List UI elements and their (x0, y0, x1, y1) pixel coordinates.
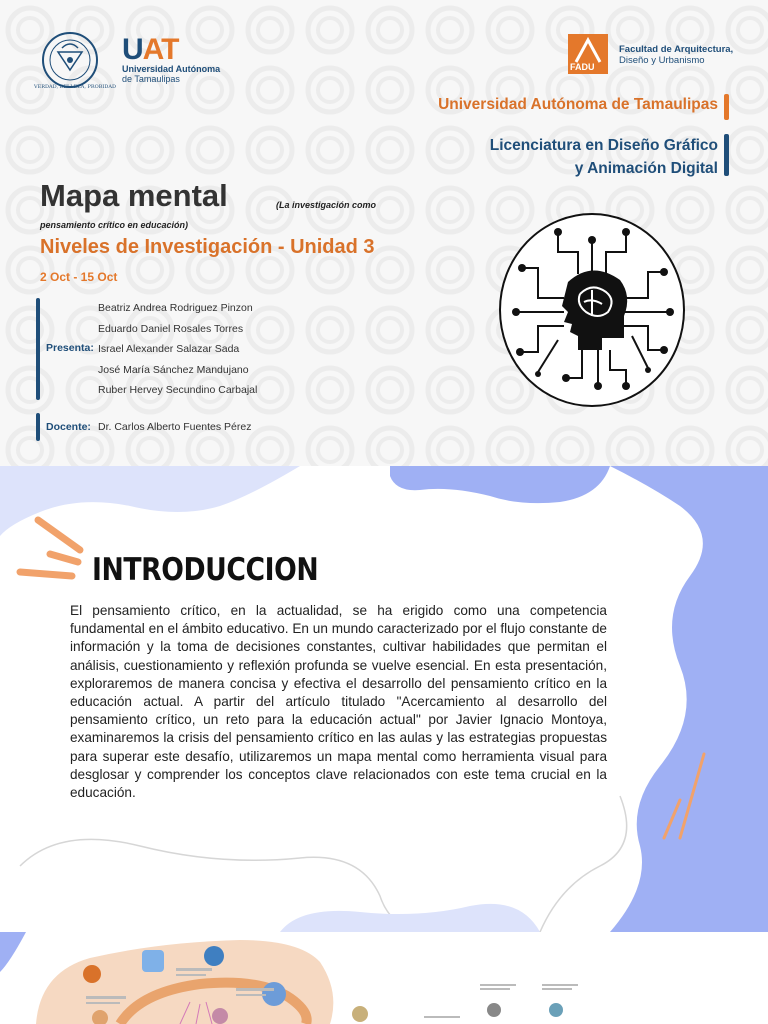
introduction-slide (0, 466, 768, 932)
presenta-label: Presenta: (46, 342, 94, 354)
program-title (490, 134, 718, 180)
mind-map-preview (0, 932, 768, 1024)
program-line2: y Animación Digital (574, 160, 718, 177)
intro-body: El pensamiento crítico, en la actualidad, se ha erigido como una competencia fundamental en el ámbito educativo. En un mundo caracterizado por el flujo constante de información y la toma de decisiones constantes, cultivar habilidades que permitan el análisis, cuestionamiento y reflexión profunda se vuelve esencial. En esta presentación, exploraremos de manera concisa y efectiva el desarrollo del pensamiento crítico en la educación actual. A partir del artículo titulado "Acercamiento al desarrollo del pensamiento crítico, un reto para la educación actual" por Javier Ignacio Montoya, examinaremos la crisis del pensamiento crítico en las aulas y las estrategias propuestas para superar este desafío, utilizaremos un mapa mental como herramienta visual para desglosar y comprender los conceptos clave relacionados con este tema crucial en la educación. (70, 603, 607, 801)
unit-title: Niveles de Investigación - Unidad 3 (40, 236, 375, 258)
cover-slide (0, 0, 768, 466)
docente-name: Dr. Carlos Alberto Fuentes Pérez (98, 421, 252, 433)
docente-label: Docente: (46, 421, 91, 433)
program-line1: Licenciatura en Diseño Gráfico (489, 137, 718, 154)
fadu-logo (568, 34, 608, 74)
intro-heading: INTRODUCCION (92, 552, 319, 588)
docente-bar (36, 413, 40, 441)
fadu-house-icon (568, 34, 608, 64)
university-title: Universidad Autónoma de Tamaulipas (438, 96, 718, 113)
presenters-bar (36, 298, 40, 400)
brain-circuit-head-icon (498, 212, 686, 408)
presenter-name: Beatriz Andrea Rodriguez Pinzon (98, 302, 253, 314)
uat-logo (122, 33, 221, 84)
uat-name-line1: Universidad Autónoma (122, 64, 221, 74)
fadu-label: FADU (570, 62, 595, 72)
subtitle-part1: (La investigación como (276, 200, 377, 210)
fadu-line2: Diseño y Urbanismo (619, 55, 705, 66)
page-title: Mapa mental (40, 178, 228, 213)
accent-bar-navy (724, 134, 729, 176)
mind-map-illustration (0, 932, 768, 1024)
accent-bar-orange (724, 94, 729, 120)
presenter-name: Ruber Hervey Secundino Carbajal (98, 384, 258, 396)
uat-logo-u: U (122, 33, 143, 66)
presenters-list (98, 298, 257, 401)
fadu-line1: Facultad de Arquitectura, (619, 44, 734, 55)
fadu-name (619, 44, 733, 66)
presenter-name: José María Sánchez Mandujano (98, 363, 249, 376)
date-range: 2 Oct - 15 Oct (40, 270, 118, 284)
uat-name-line2: de Tamaulipas (122, 74, 180, 84)
seal-motto: VERDAD, BELLEZA, PROBIDAD (34, 84, 117, 90)
presenter-name: Eduardo Daniel Rosales Torres (98, 322, 244, 335)
subtitle-part2: pensamiento crítico en educación) (40, 220, 189, 230)
presenter-name: Israel Alexander Salazar Sada (98, 343, 240, 355)
uat-logo-at: AT (142, 33, 179, 66)
